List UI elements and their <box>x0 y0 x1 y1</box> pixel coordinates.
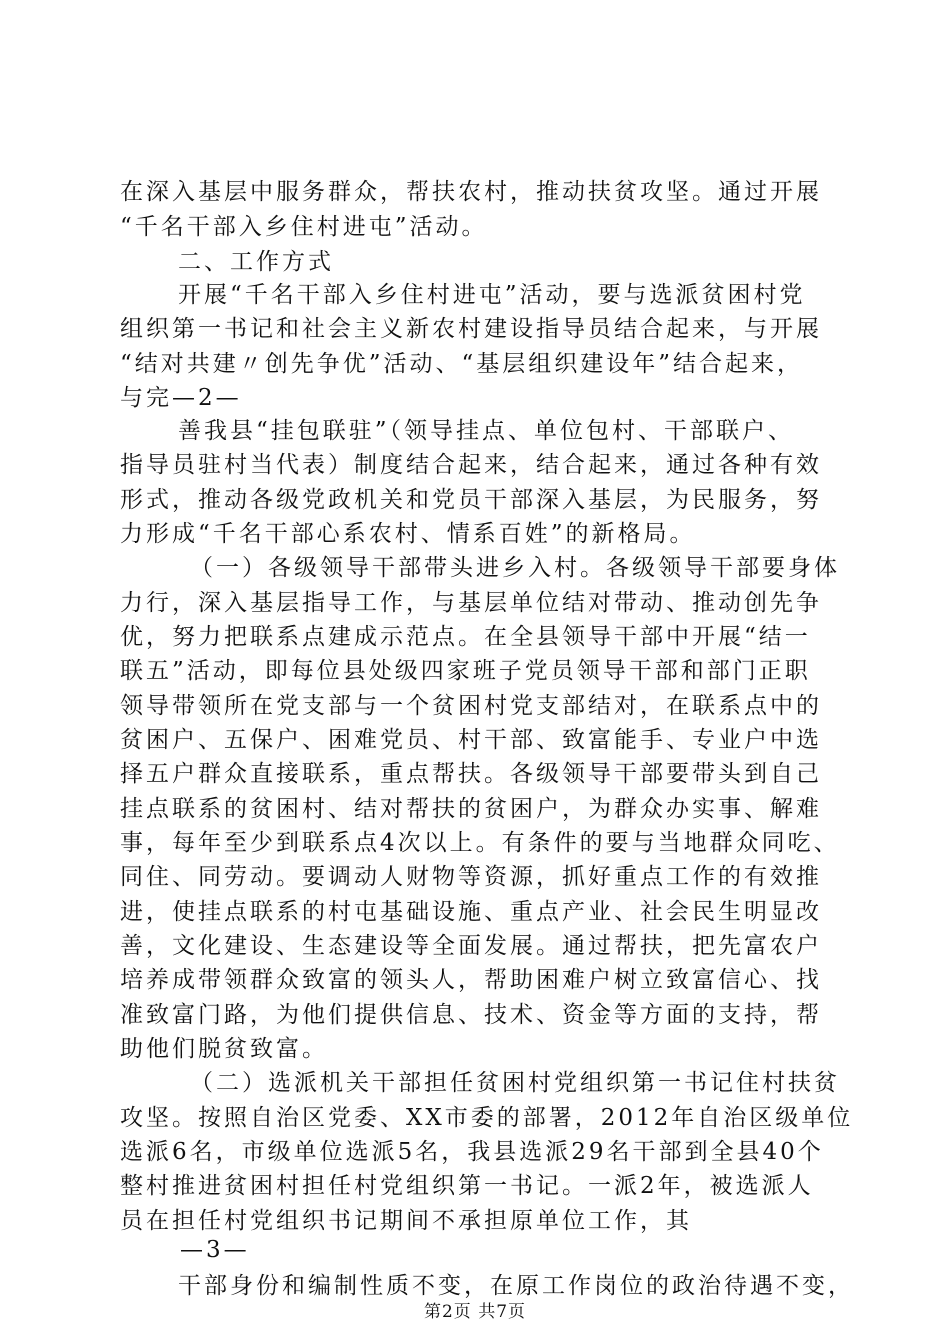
text-line: 助他们脱贫致富。 <box>120 1036 328 1062</box>
subsection-heading: （二）选派机关干部担任贫困村党组织第一书记住村扶贫 <box>190 1070 840 1096</box>
text-line: 准致富门路，为他们提供信息、技术、资金等方面的支持，帮 <box>120 1002 822 1028</box>
text-line: “结对共建〃创先争优”活动、“基层组织建设年”结合起来， <box>120 351 804 377</box>
text-line: 择五户群众直接联系，重点帮扶。各级领导干部要带头到自己 <box>120 761 822 787</box>
text-line: 形式，推动各级党政机关和党员干部深入基层，为民服务，努 <box>120 487 822 513</box>
text-line: 攻坚。按照自治区党委、XX市委的部署，2012年自治区级单位 <box>120 1105 854 1131</box>
text-line: 干部身份和编制性质不变，在原工作岗位的政治待遇不变， <box>178 1273 854 1299</box>
text-line: 指导员驻村当代表）制度结合起来，结合起来，通过各种有效 <box>120 452 822 478</box>
text-line: 进，使挂点联系的村屯基础设施、重点产业、社会民生明显改 <box>120 899 822 925</box>
text-line: 开展“千名干部入乡住村进屯”活动，要与选派贫困村党 <box>178 282 806 308</box>
text-line: “千名干部入乡住村进屯”活动。 <box>120 214 488 240</box>
text-line: 员在担任村党组织书记期间不承担原单位工作，其 <box>120 1208 692 1234</box>
text-line: 事，每年至少到联系点4次以上。有条件的要与当地群众同吃、 <box>120 830 840 856</box>
text-line: 优，努力把联系点建成示范点。在全县领导干部中开展“结一 <box>120 624 811 650</box>
text-line: 贫困户、五保户、困难党员、村干部、致富能手、专业户中选 <box>120 727 822 753</box>
text-line: 整村推进贫困村担任村党组织第一书记。一派2年，被选派人 <box>120 1173 814 1199</box>
text-line: 挂点联系的贫困村、结对帮扶的贫困户，为群众办实事、解难 <box>120 796 822 822</box>
text-line: 领导带领所在党支部与一个贫困村党支部结对，在联系点中的 <box>120 693 822 719</box>
subsection-heading: （一）各级领导干部带头进乡入村。各级领导干部要身体 <box>190 555 840 581</box>
text-line: 与完—2— <box>120 385 242 411</box>
text-line: 组织第一书记和社会主义新农村建设指导员结合起来，与开展 <box>120 316 822 342</box>
page-footer: 第2页 共7页 <box>423 1302 527 1322</box>
text-line: 力行，深入基层指导工作，与基层单位结对带动、推动创先争 <box>120 590 822 616</box>
text-line: 力形成“千名干部心系农村、情系百姓”的新格局。 <box>120 521 696 547</box>
text-line: 善我县“挂包联驻”（领导挂点、单位包村、干部联户、 <box>178 418 795 444</box>
text-line: 同住、同劳动。要调动人财物等资源，抓好重点工作的有效推 <box>120 864 822 890</box>
text-line: 联五”活动，即每位县处级四家班子党员领导干部和部门正职 <box>120 658 811 684</box>
text-line: 培养成带领群众致富的领头人，帮助困难户树立致富信心、找 <box>120 967 822 993</box>
text-line: 善，文化建设、生态建设等全面发展。通过帮扶，把先富农户 <box>120 933 822 959</box>
section-heading: 二、工作方式 <box>178 249 334 275</box>
text-line: 在深入基层中服务群众，帮扶农村，推动扶贫攻坚。通过开展 <box>120 179 822 205</box>
text-line: 选派6名，市级单位选派5名，我县选派29名干部到全县40个 <box>120 1139 824 1165</box>
inline-page-marker: —3— <box>180 1237 250 1263</box>
